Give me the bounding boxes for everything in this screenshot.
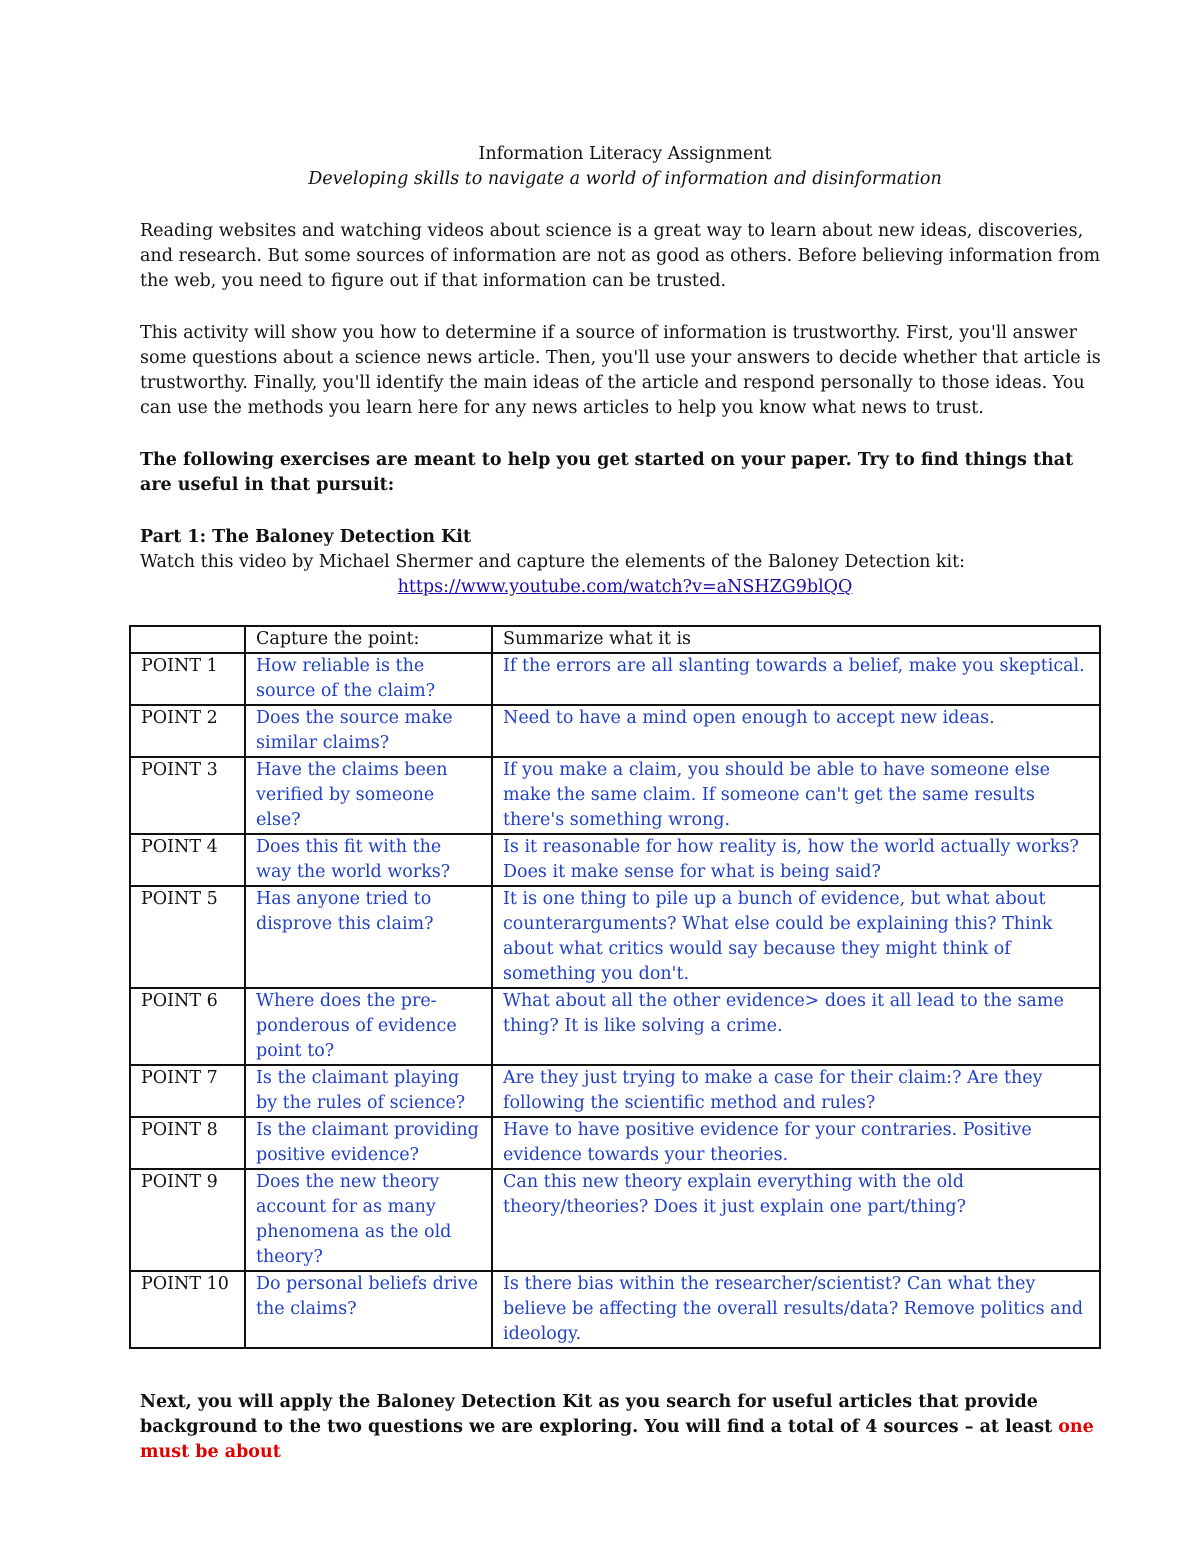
- point-cell: POINT 5: [130, 886, 245, 988]
- point-cell: POINT 9: [130, 1169, 245, 1271]
- capture-cell: Has anyone tried to disprove this claim?: [245, 886, 492, 988]
- point-cell: POINT 7: [130, 1065, 245, 1117]
- part1-heading: Part 1: The Baloney Detection Kit: [140, 527, 472, 547]
- summary-cell: Need to have a mind open enough to accept new ideas.: [492, 705, 1100, 757]
- table-row: [130, 1271, 1100, 1348]
- exercise-note: The following exercises are meant to help you get started on your paper. Try to find things that are useful in that pursuit:: [140, 450, 1074, 495]
- summary-cell: Is it reasonable for how reality is, how the world actually works? Does it make sense for what is being said?: [492, 834, 1100, 886]
- summary-cell: Is there bias within the researcher/scientist? Can what they believe be affecting the overall results/data? Remove politics and ideology.: [492, 1271, 1100, 1348]
- capture-cell: Do personal beliefs drive the claims?: [245, 1271, 492, 1348]
- summary-cell: Have to have positive evidence for your contraries. Positive evidence towards your theories.: [492, 1117, 1100, 1169]
- doc-title: Information Literacy Assignment: [478, 144, 772, 164]
- point-cell: POINT 10: [130, 1271, 245, 1348]
- closing-paragraph: [140, 1390, 1110, 1465]
- part1-intro: Watch this video by Michael Shermer and capture the elements of the Baloney Detection kit:: [140, 552, 966, 572]
- point-cell: POINT 8: [130, 1117, 245, 1169]
- capture-cell: Is the claimant providing positive evidence?: [245, 1117, 492, 1169]
- summary-cell: If the errors are all slanting towards a belief, make you skeptical.: [492, 653, 1100, 705]
- capture-cell: Does the source make similar claims?: [245, 705, 492, 757]
- header-cell-point: [130, 626, 245, 653]
- table-row: [130, 757, 1100, 834]
- table-row: [130, 705, 1100, 757]
- activity-paragraph: This activity will show you how to determine if a source of information is trustworthy. First, you'll answer some questions about a science news article. Then, you'll use your answers to decide whether that article is trustworthy. Finally, you'll identify the main ideas of the article and respond personally to those ideas. You can use the methods you learn here for any news articles to help you know what news to trust.: [140, 323, 1101, 418]
- capture-cell: Does this fit with the way the world works?: [245, 834, 492, 886]
- capture-cell: Does the new theory account for as many phenomena as the old theory?: [245, 1169, 492, 1271]
- baloney-table: [129, 625, 1101, 1349]
- table-row: [130, 1065, 1100, 1117]
- point-cell: POINT 3: [130, 757, 245, 834]
- video-link[interactable]: https://www.youtube.com/watch?v=aNSHZG9blQQ: [397, 577, 853, 597]
- header-cell-capture: Capture the point:: [245, 626, 492, 653]
- table-row: [130, 988, 1100, 1065]
- table-row: [130, 886, 1100, 988]
- document-body: [140, 142, 1110, 600]
- point-cell: POINT 4: [130, 834, 245, 886]
- header-cell-summary: Summarize what it is: [492, 626, 1100, 653]
- summary-cell: If you make a claim, you should be able to have someone else make the same claim. If someone can't get the same results there's something wrong.: [492, 757, 1100, 834]
- summary-cell: Can this new theory explain everything with the old theory/theories? Does it just explain one part/thing?: [492, 1169, 1100, 1271]
- capture-cell: Have the claims been verified by someone else?: [245, 757, 492, 834]
- point-cell: POINT 2: [130, 705, 245, 757]
- doc-subtitle: Developing skills to navigate a world of information and disinformation: [308, 169, 942, 189]
- table-row: [130, 834, 1100, 886]
- table-row: [130, 1117, 1100, 1169]
- capture-cell: How reliable is the source of the claim?: [245, 653, 492, 705]
- table-row: [130, 1169, 1100, 1271]
- closing-highlight: one must be about: [140, 1417, 1094, 1462]
- capture-cell: Is the claimant playing by the rules of science?: [245, 1065, 492, 1117]
- point-cell: POINT 6: [130, 988, 245, 1065]
- capture-cell: Where does the pre-ponderous of evidence point to?: [245, 988, 492, 1065]
- table-header-row: [130, 626, 1100, 653]
- table-body: [130, 653, 1100, 1348]
- summary-cell: It is one thing to pile up a bunch of evidence, but what about counterarguments? What else could be explaining this? Think about what critics would say because they might think of something you don't.: [492, 886, 1100, 988]
- closing-text: Next, you will apply the Baloney Detection Kit as you search for useful articles that provide background to the two questions we are exploring. You will find a total of 4 sources – at least: [140, 1392, 1059, 1437]
- intro-paragraph: Reading websites and watching videos about science is a great way to learn about new ideas, discoveries, and research. But some sources of information are not as good as others. Before believing information from the web, you need to figure out if that information can be trusted.: [140, 221, 1101, 291]
- table-row: [130, 653, 1100, 705]
- summary-cell: Are they just trying to make a case for their claim:? Are they following the scientific method and rules?: [492, 1065, 1100, 1117]
- point-cell: POINT 1: [130, 653, 245, 705]
- summary-cell: What about all the other evidence> does it all lead to the same thing? It is like solving a crime.: [492, 988, 1100, 1065]
